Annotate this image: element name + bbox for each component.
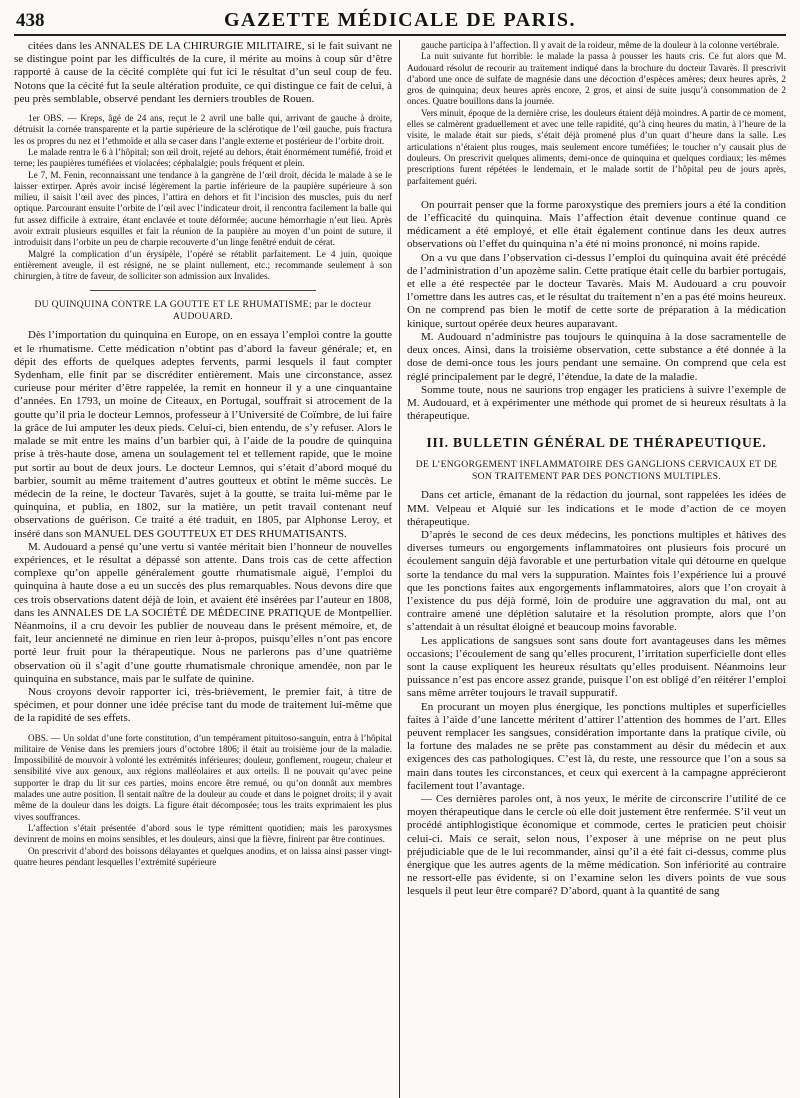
paragraph: — Ces dernières paroles ont, à nos yeux, le mérite de circonscrire l’utilité de ce moyen thérapeutique dans le cercle où elle doit justement être renfermée. S’il veut un procédé antiphlogistique économique et commode, certes le praticien peut choisir celui-ci. Mais ce serait, selon nous, l’exposer à une méprise on ne peut plus préjudiciable que de le lui recommander, ainsi qu’il a été fait ci-dessus, comme plus énergique que les autres agents de la même médication. Son infériorité au contraire ne ressort-elle pas évidente, si on l’examine selon les divers points de vue sous lesquels il peut leur être comparé? D’abord, quant à la quantité de sang [407,792,786,898]
two-column-body [14,40,786,1098]
paragraph: Les applications de sangsues sont sans doute fort avantageuses dans les mêmes occasions; l’écoulement de sang qu’elles procurent, l’irritation superficielle dont elles sont la cause expliquent les heureux résultats qu’elles produisent. Néanmoins leur puissance n’est pas encore assez grande, puisque l’on est obligé d’en réitérer l’emploi sans même arrêter toujours le travail suppuratif. [407,634,786,700]
article-heading-byline: ; par le docteur [308,299,372,311]
observation-paragraph: La nuit suivante fut horrible: le malade la passa à pousser les hauts cris. Ce fut alors que M. Audouard résolut de recourir au traitement indiqué dans la brochure du docteur Tavarès. Il prescrivit d’abord une once de sulfate de magnésie dans une décoction d’espèces amères; deux heures après, 2 gros de quinquina; deux heures après encore, 2 gros, et ainsi de suite jusqu’à consommation de 2 onces. Quatre bouillons dans la journée. [407,51,786,107]
paragraph: D’après le second de ces deux médecins, les ponctions multiples et hâtives des diverses tumeurs ou engorgements inflammatoires ont plusieurs fois procuré un écoulement sanguin déjà favorable et une perturbation vitale qui détourne en quelque sorte la tendance du mal vers la suppuration. Maintes fois l’expérience lui a prouvé que les ponctions faites aux engorgements inflammatoires, alors que l’on croyait à l’existence du pus déjà formé, loin de produire une aggravation du mal, ont au contraire amené une déplétion salutaire et la résolution prompte, alors que l’on s’attendait à un résultat éloigné et beaucoup moins favorable. [407,528,786,634]
article-heading [14,299,392,323]
page-header [14,8,786,36]
observation-paragraph: Le malade rentra le 6 à l’hôpital; son œil droit, rejeté au dehors, était énormément tuméfié, froid et terne; les paupières tuméfiées et violacées; céphalalgie; pouls fréquent et plein. [14,146,392,169]
section-heading: III. BULLETIN GÉNÉRAL DE THÉRAPEUTIQUE. [426,435,767,451]
observation-paragraph: gauche participa à l’affection. Il y avait de la roideur, même de la douleur à la colonne vertébrale. [421,40,780,50]
paragraph: Somme toute, nous ne saurions trop engager les praticiens à suivre l’exemple de M. Audouard, et à expérimenter une méthode qui promet de si heureux résultats à la thérapeutique. [407,383,786,423]
paragraph: Dans cet article, émanant de la rédaction du journal, sont rappelées les idées de MM. Velpeau et Alquié sur les indications et le mode d’action de ce moyen thérapeutique. [407,489,786,528]
right-column [400,40,786,1098]
observation-paragraph: On prescrivit d’abord des boissons délayantes et quelques anodins, et on laissa ainsi passer vingt-quatre heures pendant lesquelles l’extrémité supérieure [14,845,392,867]
article-heading-title: DU QUINQUINA CONTRE LA GOUTTE ET LE RHUMATISME [34,299,309,311]
article-heading-author: AUDOUARD. [173,311,233,323]
paragraph: Dès l’importation du quinquina en Europe, on en essaya l’emploi contre la goutte et le rhumatisme. Cette médication n’obtint pas d’abord la faveur générale; et, en dépit des efforts de quelques adeptes fervents, parmi lesquels il faut compter Sydenham, elle finit par se discréditer entièrement. Mais une circonstance, assez curieuse pour mériter d’être rappelée, la remit en honneur il y a une cinquantaine d’années. En 1793, un moine de Citeaux, en Portugal, souffrait si atrocement de la goutte qu’il pria le docteur Lemnos, professeur à l’Université de Coïmbre, de lui faire la grâce de lui amputer les deux pieds. Celui-ci, bien entendu, de s’y refuser. Alors le malade se mit entre les mains d’un barbier qui, à l’aide de la poudre de quinquina prise à très-haute dose, amena un soulagement tel et tellement rapide, que le moine put sortir au bout de deux jours. Le docteur Lemnos, qui s’était d’abord moqué du barbier, soumit au même traitement d’autres goutteux et obtint le même succès. Le médecin de la reine, le docteur Tavarès, sujet à la goutte, se traita lui-même par le quinquina, et publia, en 1802, sur la matière, un petit travail contenant neuf observations de guérison. Ce traité a été traduit, en 1805, par Alphonse Leroy, et inséré dans son MANUEL DES GOUTTEUX ET DES RHUMATISANTS. [14,329,392,540]
paragraph: M. Audouard a pensé qu’une vertu si vantée méritait bien l’honneur de nouvelles expériences, et le résultat a dépassé son attente. Dans trois cas de cette affection complexe qu’on appelle généralement goutte rhumatismale aiguë, l’emploi du quinquina à haute dose a eu un succès des plus remarquables. Nous devons dire que ces trois observations datent déjà de loin, et avaient été insérées par l’auteur en 1808, dans les ANNALES DE LA SOCIÉTÉ DE MÉDECINE PRATIQUE de Montpellier. Néanmoins, il a cru devoir les publier de nouveau dans le présent mémoire, et, de fait, leur ancienneté ne diminue en rien leur à-propos, puisqu’elles n’ont pas encore porté leur fruit pour la thérapeutique. Nous ne parlerons pas d’une quatrième observation où il s’agit d’une goutte rhumatismale chronique amendée, non par le quinquina en substance, mais par le sulfate de quinine. [14,540,392,685]
observation-paragraph: L’affection s’était présentée d’abord sous le type rémittent quotidien; mais les paroxysmes devinrent de moins en moins sensibles, et les douleurs, ainsi que la fièvre, finirent par être continues. [14,822,392,845]
observation-paragraph: Le 7, M. Fenin, reconnaissant une tendance à la gangrène de l’œil droit, décida le malade à se le laisser extirper. Après avoir incisé légèrement la partie inférieure de la paupière supérieure à son milieu, il saisit l’œil avec des pinces, l’attira en dehors et fit l’incision des muscles, puis du nerf optique. Parcourant ensuite l’orbite de l’œil avec l’indicateur droit, il rencontra facilement la balle qui fut assez difficile à extraire, étant enclavée et toute déformée; aucune hémorrhagie n’eut lieu. Après avoir extrait plusieurs esquilles et fait la réunion de la paupière au moyen d’un point de suture, il introduisit dans l’orbite un peu de charpie recouverte d’un linge fenêtré enduit de cérat. [14,169,392,248]
paragraph: En procurant un moyen plus énergique, les ponctions multiples et superficielles faites à l’aide d’une lancette méritent d’attirer l’attention des hommes de l’art. Elles peuvent remplacer les sangsues, considération importante dans la pratique civile, où la fortune des malades ne se prête pas constamment au désir du médecin et aux exigences des cas pathologiques. C’est là, du reste, une ressource que l’on a sous sa main dans toutes les circonstances, et ceux qui exercent à la campagne apprécieront facilement tout l’avantage. [407,700,786,792]
paragraph: On a vu que dans l’observation ci-dessus l’emploi du quinquina avait été précédé de l’administration d’un apozème salin. Cette pratique était celle du barbier portugais, et elle a été respectée par le docteur Tavarès. Mais M. Audouard a cru pouvoir l’omettre dans les autres cas, et le résultat du traitement n’en a pas été moins heureux. On ne comprend pas bien le motif de cette sorte de préparation à la médication kinique, surtout opérée deux heures auparavant. [407,251,786,330]
page-number: 438 [16,10,45,31]
observation-paragraph: 1er OBS. — Kreps, âgé de 24 ans, reçut le 2 avril une balle qui, arrivant de gauche à droite, détruisit la cornée transparente et la partie supérieure de la sclérotique de l’œil gauche, puis fractura les os propres du nez et l’ethmoïde et alla se caser dans l’angle externe et postérieur de l’orbite droit. [14,113,392,146]
observation-paragraph: Vers minuit, époque de la dernière crise, les douleurs étaient déjà moindres. A partir de ce moment, elles se calmèrent graduellement et avec une telle rapidité, qu’à cinq heures du matin, à l’heure de la visite, le malade était sur pieds, s’était déjà promené plus d’un quart d’heure dans la salle. Les articulations n’étaient plus rouges, mais seulement encore tuméfiées; le toucher n’y causait plus de douleurs. On prescrivit quelques aliments, demi-once de quinquina et quelques cordiaux; les mêmes prescriptions furent répétées le lendemain, et le malade sortit de l’hôpital peu de jours après, parfaitement guéri. [407,107,786,186]
journal-title: GAZETTE MÉDICALE DE PARIS. [223,9,577,31]
divider [90,290,317,291]
observation-paragraph: OBS. — Un soldat d’une forte constitution, d’un tempérament pituitoso-sanguin, entra à l’hôpital militaire de Venise dans les premiers jours d’octobre 1806; il était au troisième jour de la maladie. Impossibilité de mouvoir à volonté les extrémités inférieures; douleur, gonflement, rougeur, chaleur et sensibilité vive aux genoux, aux régions malléolaires et aux orteils. Il ne pouvait qu’avec peine supporter le drap du lit sur ces parties, moins encore être remué, ou qu’on donnât aux membres malades une autre position. Il sentait naître de la douleur au coude et dans le poignet droits; il y avait même de la douleur dans les doigts. La figure était décomposée; tous les traits exprimaient les plus vives souffrances. [14,732,392,822]
left-column [14,40,400,1098]
paragraph: M. Audouard n’administre pas toujours le quinquina à la dose sacramentelle de deux onces. Ainsi, dans la troisième observation, cette substance a été donnée à la dose de demi-once tous les jours pendant une semaine. On comprend que cela est réglé principalement par le degré, l’étendue, la date de la maladie. [407,330,786,383]
article-heading: DE L’ENGORGEMENT INFLAMMATOIRE DES GANGLIONS CERVICAUX ET DE SON TRAITEMENT PAR DES PONCTIONS MULTIPLES. [415,459,778,483]
paragraph: On pourrait penser que la forme paroxystique des premiers jours a été la condition de l’efficacité du quinquina. Mais l’affection était devenue continue quand ce médicament a été employé, et elle était également continue dans les deux autres observations où l’effet du quinquina n’a été ni moins prononcé, ni moins rapide. [407,198,786,251]
paragraph: Nous croyons devoir rapporter ici, très-brièvement, le premier fait, à titre de spécimen, et pour donner une idée précise tant du mode de traitement lui-même que de la rapidité de ses effets. [14,685,392,725]
paragraph: citées dans les ANNALES DE LA CHIRURGIE MILITAIRE, si le fait suivant ne se distingue point par les difficultés de la cure, il mérite au moins à coup sûr d’être rapporté à cause de la cécité complète qui fut ici le résultat d’un seul coup de feu. Notons que la cécité fut la seule altération produite, ce qui distingue ce fait de celui, à peu près semblable, observé pendant les derniers troubles de Rouen. [14,40,392,105]
observation-paragraph: Malgré la complication d’un érysipèle, l’opéré se rétablit parfaitement. Le 4 juin, quoique entièrement aveugle, il est résigné, ne se plaint nullement, etc.; recommande seulement à son chirurgien, à titre de faveur, de solliciter son admission aux Invalides. [14,248,392,282]
